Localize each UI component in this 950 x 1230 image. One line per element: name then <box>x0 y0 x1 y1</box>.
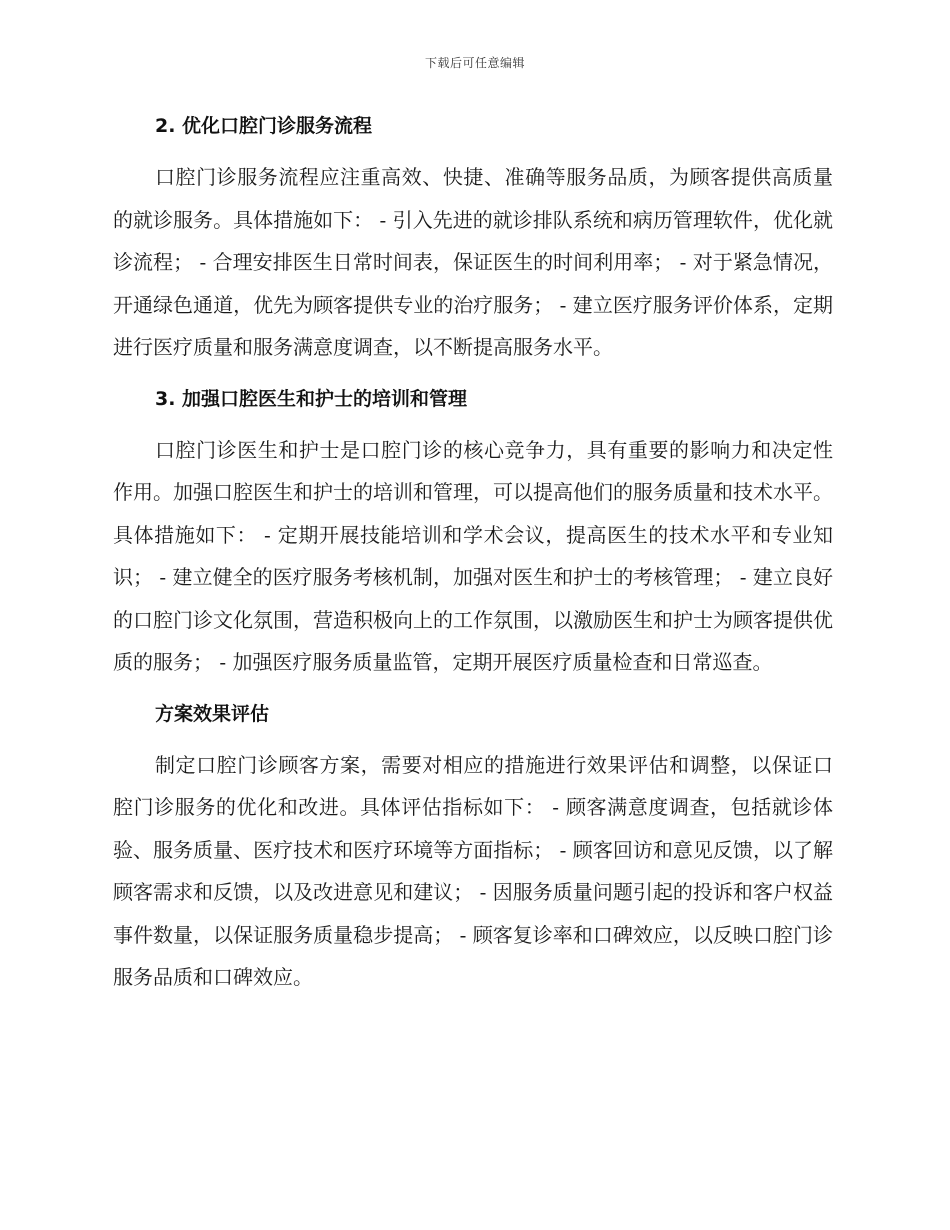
section-heading: 2. 优化口腔门诊服务流程 <box>155 115 373 137</box>
page-header: 下载后可任意编辑 <box>424 56 525 70</box>
section-paragraph: 口腔门诊医生和护士是口腔门诊的核心竞争力，具有重要的影响力和决定性作用。加强口腔医生和护士的培训和管理，可以提高他们的服务质量和技术水平。具体措施如下： - 定期开展技能培训和学术会议，提高医生的技术水平和专业知识； - 建立健全的医疗服务考核机制，加强对医生和护士的考核管理； - 建立良好的口腔门诊文化氛围，营造积极向上的工作氛围，以激励医生和护士为顾客提供优质的服务； - 加强医疗服务质量监管，定期开展医疗质量检查和日常巡查。 <box>113 437 833 674</box>
section-paragraph: 口腔门诊服务流程应注重高效、快捷、准确等服务品质，为顾客提供高质量的就诊服务。具体措施如下： - 引入先进的就诊排队系统和病历管理软件，优化就诊流程； - 合理安排医生日常时间表，保证医生的时间利用率； - 对于紧急情况，开通绿色通道，优先为顾客提供专业的治疗服务； - 建立医疗服务评价体系，定期进行医疗质量和服务满意度调查，以不断提高服务水平。 <box>113 165 833 359</box>
section-heading: 3. 加强口腔医生和护士的培训和管理 <box>155 387 468 410</box>
section-effect-evaluation <box>113 696 833 999</box>
document-body <box>113 108 833 1011</box>
section-paragraph: 制定口腔门诊顾客方案，需要对相应的措施进行效果评估和调整，以保证口腔门诊服务的优化和改进。具体评估指标如下： - 顾客满意度调查，包括就诊体验、服务质量、医疗技术和医疗环境等方面指标； - 顾客回访和意见反馈，以了解顾客需求和反馈，以及改进意见和建议； - 因服务质量问题引起的投诉和客户权益事件数量，以保证服务质量稳步提高； - 顾客复诊率和口碑效应，以反映口腔门诊服务品质和口碑效应。 <box>113 752 833 989</box>
section-staff-training <box>113 381 833 684</box>
section-heading: 方案效果评估 <box>155 702 270 725</box>
section-optimize-service-flow <box>113 108 833 369</box>
